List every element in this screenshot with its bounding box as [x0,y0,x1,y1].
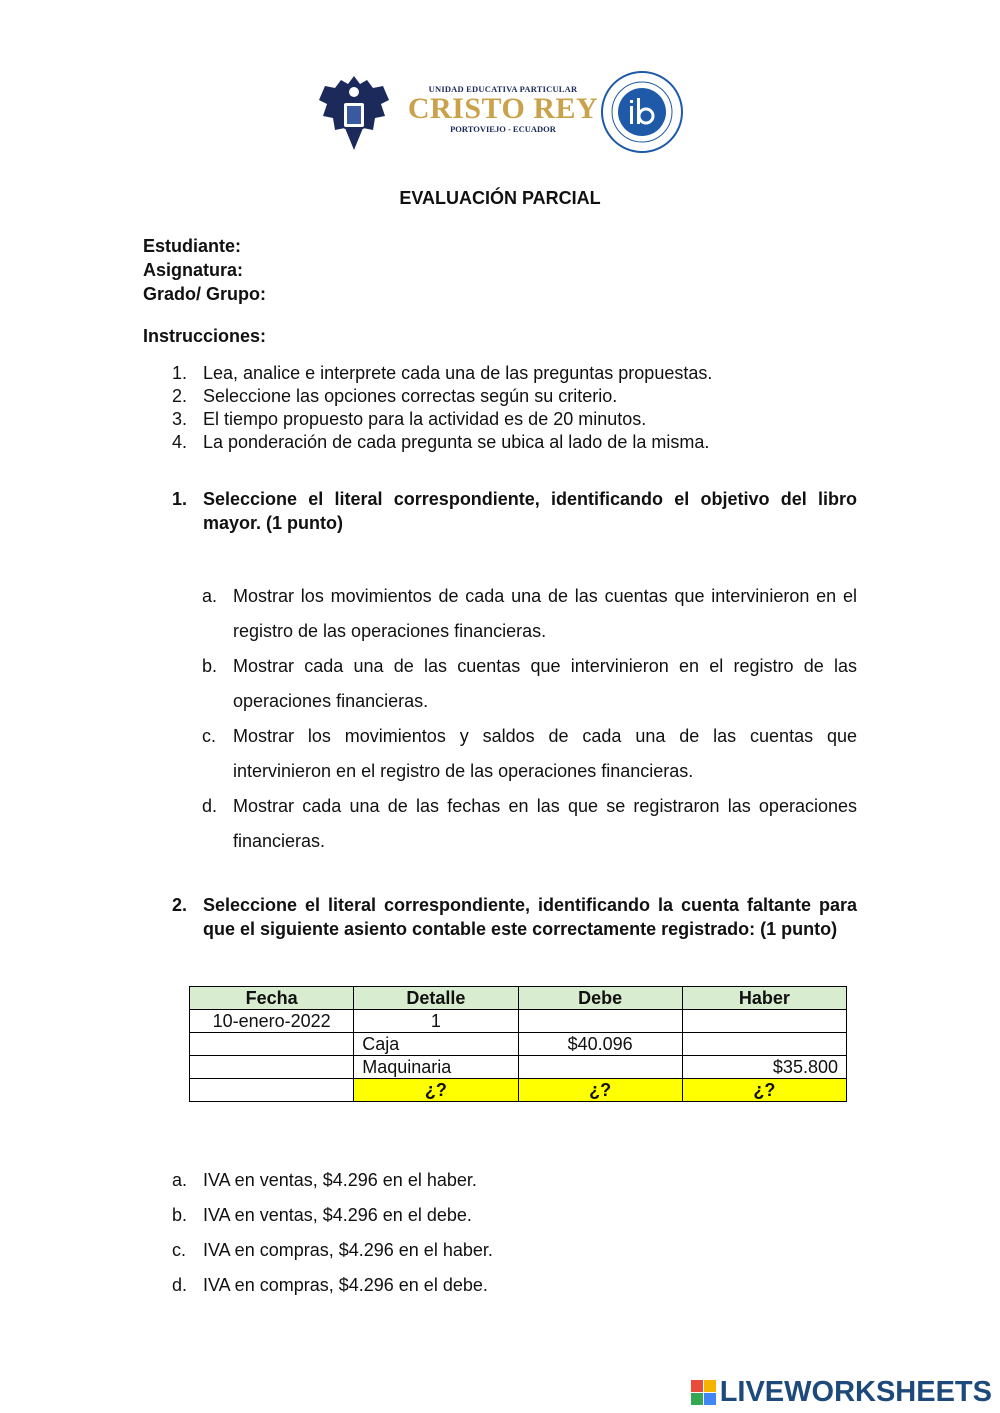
instructions-list [172,362,712,454]
question-1 [172,488,857,535]
option-b[interactable] [202,649,857,719]
school-name: CRISTO REY [407,92,599,125]
cell-debe [518,1056,682,1079]
option-a[interactable] [172,1163,493,1198]
question-text: Seleccione el literal correspondiente, identificando la cuenta faltante para que el siguiente asiento contable este correctamente registrado: (1 punto) [203,895,857,939]
field-grado-grupo: Grado/ Grupo: [143,284,266,304]
option-text: Mostrar cada una de las fechas en las que se registraron las operaciones financieras. [233,796,857,851]
option-letter: c. [202,726,217,746]
option-text: IVA en compras, $4.296 en el debe. [203,1275,488,1295]
school-name-block [403,84,603,134]
option-text: Mostrar los movimientos de cada una de las cuentas que intervinieron en el registro de las operaciones financieras. [233,586,857,641]
cell-detalle: Caja [354,1033,518,1056]
item-number: 4. [172,432,188,452]
eagle-crest-icon [315,70,393,156]
table-row [190,1033,847,1056]
header-debe: Debe [518,987,682,1010]
item-text: Lea, analice e interprete cada una de las preguntas propuestas. [203,363,713,383]
cell-fecha [190,1079,354,1102]
cell-fecha [190,1056,354,1079]
header-detalle: Detalle [354,987,518,1010]
option-letter: b. [172,1205,188,1225]
cell-fecha: 10-enero-2022 [190,1010,354,1033]
instructions-title: Instrucciones: [143,326,267,346]
header-logos [315,68,695,158]
school-top-line: UNIDAD EDUCATIVA PARTICULAR [428,84,578,94]
option-letter: d. [202,796,218,816]
list-item [172,385,712,408]
item-text: Seleccione las opciones correctas según su criterio. [203,386,618,406]
cell-debe: $40.096 [518,1033,682,1056]
cell-haber [682,1033,846,1056]
question-text: Seleccione el literal correspondiente, identificando el objetivo del libro mayor. (1 punto) [203,489,857,533]
option-letter: c. [172,1240,187,1260]
question-2 [172,894,857,941]
item-text: El tiempo propuesto para la actividad es de 20 minutos. [203,409,647,429]
option-text: Mostrar cada una de las cuentas que intervinieron en el registro de las operaciones financieras. [233,656,857,711]
item-number: 2. [172,386,188,406]
liveworksheets-brand[interactable] [691,1377,992,1407]
item-number: 3. [172,409,188,429]
option-letter: a. [202,586,218,606]
journal-entry-table [189,986,847,1102]
cell-fecha [190,1033,354,1056]
question-2-options [172,1163,493,1303]
page-title: EVALUACIÓN PARCIAL [399,188,601,208]
option-c[interactable] [202,719,857,789]
brand-logo-icon [691,1380,716,1405]
cell-detalle: Maquinaria [354,1056,518,1079]
question-1-options [202,579,857,859]
list-item [172,362,712,385]
item-text: La ponderación de cada pregunta se ubica al lado de la misma. [203,432,710,452]
table-header-row [190,987,847,1010]
list-item [172,408,712,431]
header-haber: Haber [682,987,846,1010]
option-a[interactable] [202,579,857,649]
field-estudiante: Estudiante: [143,236,242,256]
missing-detalle-cell[interactable]: ¿? [354,1079,518,1102]
question-number: 2. [172,895,188,915]
school-city: PORTOVIEJO - ECUADOR [450,124,556,134]
missing-debe-cell[interactable]: ¿? [518,1079,682,1102]
table-row [190,1010,847,1033]
option-c[interactable] [172,1233,493,1268]
item-number: 1. [172,363,188,383]
cell-debe [518,1010,682,1033]
cell-haber [682,1010,846,1033]
table-row [190,1056,847,1079]
option-letter: d. [172,1275,188,1295]
option-b[interactable] [172,1198,493,1233]
option-d[interactable] [202,789,857,859]
cell-detalle: 1 [354,1010,518,1033]
field-asignatura: Asignatura: [143,260,244,280]
list-item [172,431,712,454]
option-text: IVA en compras, $4.296 en el haber. [203,1240,493,1260]
option-letter: a. [172,1170,188,1190]
option-letter: b. [202,656,218,676]
option-text: IVA en ventas, $4.296 en el haber. [203,1170,477,1190]
option-text: Mostrar los movimientos y saldos de cada una de las cuentas que intervinieron en el registro de las operaciones financieras. [233,726,857,781]
header-fecha: Fecha [190,987,354,1010]
student-fields [143,234,266,306]
option-text: IVA en ventas, $4.296 en el debe. [203,1205,472,1225]
missing-haber-cell[interactable]: ¿? [682,1079,846,1102]
table-row [190,1079,847,1102]
option-d[interactable] [172,1268,493,1303]
ib-world-school-seal-icon [600,70,684,154]
question-number: 1. [172,489,188,509]
cell-haber: $35.800 [682,1056,846,1079]
brand-text: LIVEWORKSHEETS [719,1375,992,1408]
